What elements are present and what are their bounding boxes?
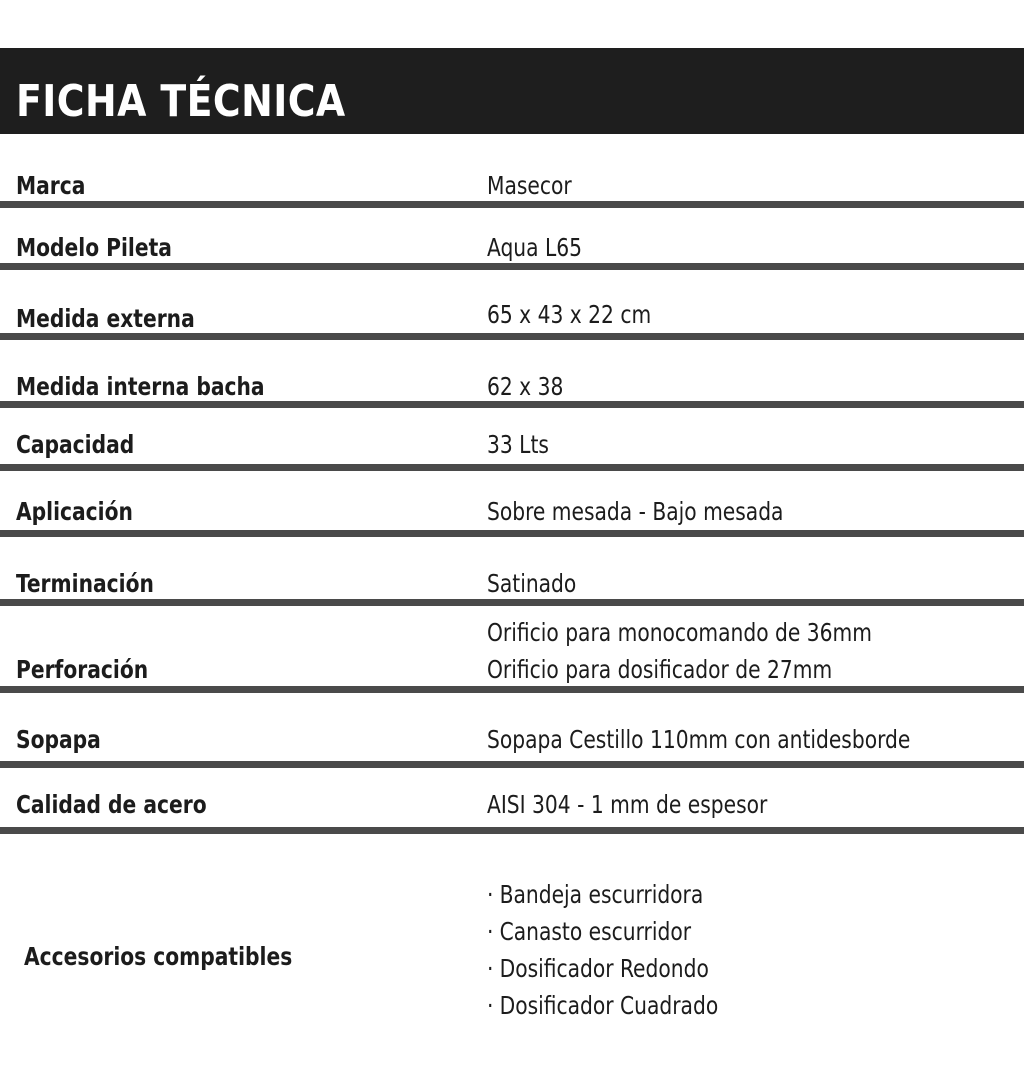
row-divider [0, 530, 1024, 537]
list-item [487, 950, 718, 987]
spec-value-sopapa: Sopapa Cestillo 110mm con antidesborde [487, 725, 911, 754]
list-item [487, 987, 718, 1024]
spec-value-perforacion-2: Orificio para dosificador de 27mm [487, 655, 833, 684]
accessory-name: Dosificador Redondo [499, 954, 709, 983]
accessory-name: Canasto escurridor [499, 917, 692, 946]
row-divider [0, 333, 1024, 340]
accessories-list [487, 876, 744, 1024]
bullet-icon: · [487, 954, 494, 983]
spec-value-terminacion: Satinado [487, 569, 577, 598]
accessories-label: Accesorios compatibles [24, 942, 293, 971]
spec-label-medida-interna: Medida interna bacha [16, 372, 265, 401]
spec-value-marca: Masecor [487, 171, 572, 200]
accessory-name: Dosificador Cuadrado [499, 991, 719, 1020]
spec-label-perforacion: Perforación [16, 655, 149, 684]
spec-label-medida-externa: Medida externa [16, 304, 195, 333]
row-divider [0, 464, 1024, 471]
row-divider [0, 827, 1024, 834]
list-item [487, 876, 718, 913]
bullet-icon: · [487, 880, 494, 909]
spec-label-modelo: Modelo Pileta [16, 233, 172, 262]
spec-value-modelo: Aqua L65 [487, 233, 582, 262]
row-divider [0, 401, 1024, 408]
spec-label-aplicacion: Aplicación [16, 497, 133, 526]
row-divider [0, 599, 1024, 606]
row-divider [0, 761, 1024, 768]
spec-value-perforacion-1: Orificio para monocomando de 36mm [487, 618, 872, 647]
spec-value-aplicacion: Sobre mesada - Bajo mesada [487, 497, 784, 526]
row-divider [0, 201, 1024, 208]
page-title: FICHA TÉCNICA [16, 76, 346, 127]
spec-label-marca: Marca [16, 171, 86, 200]
spec-value-medida-interna: 62 x 38 [487, 372, 564, 401]
bullet-icon: · [487, 917, 494, 946]
spec-value-capacidad: 33 Lts [487, 430, 549, 459]
spec-label-sopapa: Sopapa [16, 725, 101, 754]
row-divider [0, 686, 1024, 693]
bullet-icon: · [487, 991, 494, 1020]
row-divider [0, 263, 1024, 270]
list-item [487, 913, 718, 950]
spec-value-medida-externa: 65 x 43 x 22 cm [487, 300, 652, 329]
spec-value-calidad-acero: AISI 304 - 1 mm de espesor [487, 790, 768, 819]
accessory-name: Bandeja escurridora [499, 880, 704, 909]
spec-label-capacidad: Capacidad [16, 430, 135, 459]
spec-label-terminacion: Terminación [16, 569, 154, 598]
spec-label-calidad-acero: Calidad de acero [16, 790, 207, 819]
